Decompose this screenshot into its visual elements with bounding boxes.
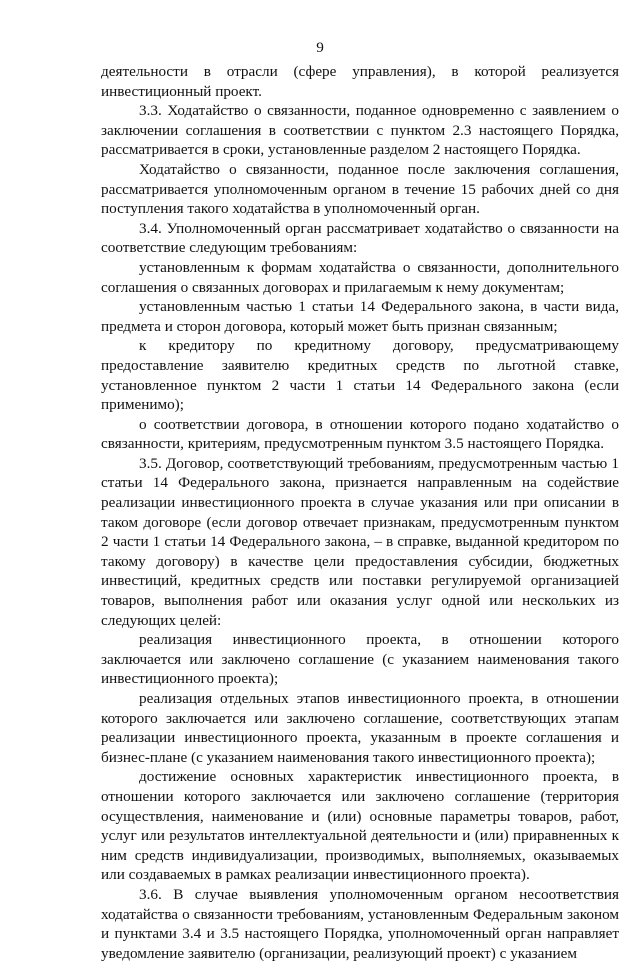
paragraph-3-4: 3.4. Уполномоченный орган рассматривает ходатайство о связанности на соответствие следующим требованиям: [101, 219, 619, 257]
paragraph-3-4-forms: установленным к формам ходатайства о связанности, дополнительного соглашения о связанных договорах и прилагаемым к нему документам; [101, 258, 619, 296]
paragraph-3-4-part-1: установленным частью 1 статьи 14 Федерального закона, в части вида, предмета и сторон договора, который может быть признан связанным; [101, 298, 619, 335]
paragraph-3-5-project: реализация инвестиционного проекта, в отношении которого заключается или заключено соглашение (с указанием наименования такого инвестиционного проекта); [101, 631, 619, 688]
paragraph-3-3: 3.3. Ходатайство о связанности, поданное одновременно с заявлением о заключении соглашения в соответствии с пунктом 2.3 настоящего Порядка, рассматривается в сроки, установленные разделом 2 настоящего Порядка. [101, 102, 619, 159]
paragraph-3-4-criteria: о соответствии договора, в отношении которого подано ходатайство о связанности, критериям, предусмотренным пунктом 3.5 настоящего Порядка. [101, 415, 619, 453]
paragraph-3-5-stages: реализация отдельных этапов инвестиционного проекта, в отношении которого заключается или заключено соглашение, соответствующих этапам реализации инвестиционного проекта, указанным в проекте соглашения и бизнес-плане (с указанием наименования такого инвестиционного проекта); [101, 690, 619, 766]
paragraph-activity-sector: деятельности в отрасли (сфере управления), в которой реализуется инвестиционный проект. [101, 63, 619, 100]
paragraph-3-3-after-agreement: Ходатайство о связанности, поданное после заключения соглашения, рассматривается уполномоченным органом в течение 15 рабочих дней со дня поступления такого ходатайства в уполномоченный орган. [101, 160, 619, 218]
paragraph-3-4-creditor: к кредитору по кредитному договору, предусматривающему предоставление заявителю кредитных средств по льготной ставке, установленное пунктом 2 части 1 статьи 14 Федерального закона (если применимо); [101, 337, 619, 414]
document-body [101, 62, 619, 963]
paragraph-3-6: 3.6. В случае выявления уполномоченным органом несоответствия ходатайства о связанности требованиям, установленным Федеральным законом и пунктами 3.4 и 3.5 настоящего Порядка, уполномоченный орган направляет уведомление заявителю (организации, реализующий проект) с указанием [101, 885, 619, 962]
page-number: 9 [316, 39, 324, 56]
paragraph-3-5: 3.5. Договор, соответствующий требованиям, предусмотренным частью 1 статьи 14 Федерального закона, признается направленным на содействие реализации инвестиционного проекта в случае указания или при описании в таком договоре (если договор отвечает признакам, предусмотренным пунктом 2 части 1 статьи 14 Федерального закона, – в справке, выданной кредитором по такому договору) в качестве цели предоставления субсидии, бюджетных инвестиций, кредитных средств или поставки регулируемой организацией товаров, выполнения работ или оказания услуг одной или нескольких из следующих целей: [101, 454, 619, 629]
paragraph-3-5-characteristics: достижение основных характеристик инвестиционного проекта, в отношении которого заключается или заключено соглашение (территория осуществления, наименование и (или) основные параметры товаров, работ, услуг или результатов интеллектуальной деятельности и (или) приравненных к ним средств индивидуализации, производимых, выполняемых, оказываемых или создаваемых в рамках реализации инвестиционного проекта). [101, 768, 619, 884]
